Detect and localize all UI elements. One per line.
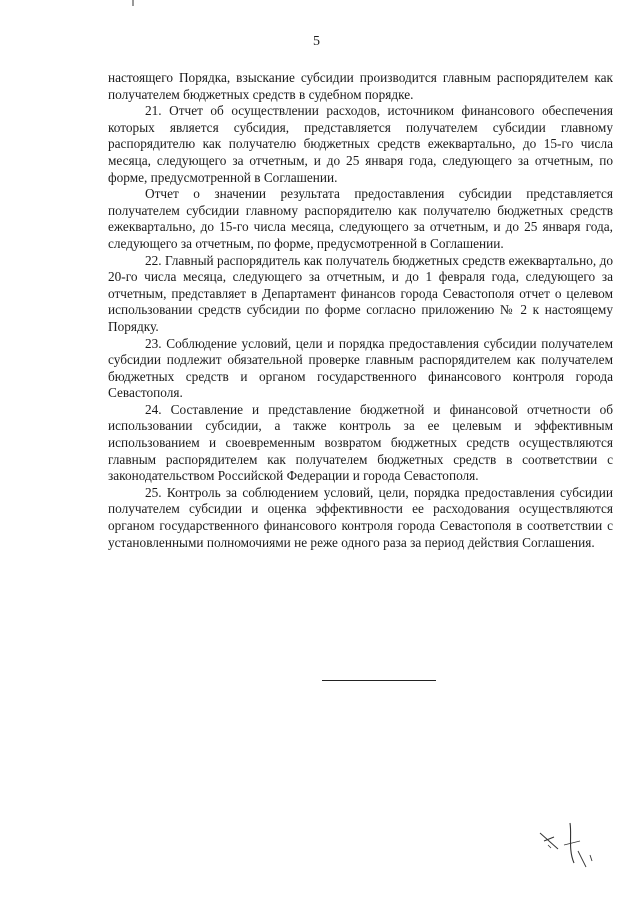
handwritten-initials bbox=[528, 815, 608, 875]
scan-corner-mark bbox=[132, 0, 134, 6]
document-body bbox=[108, 70, 613, 551]
page-number: 5 bbox=[313, 34, 320, 49]
paragraph-23: 23. Соблюдение условий, цели и порядка предоставления субсидии получателем субсидии подлежит обязательной проверке главным распорядителем как получателем бюджетных средств и органом государственного финансового контроля города Севастополя. bbox=[108, 335, 613, 401]
paragraph-25: 25. Контроль за соблюдением условий, цели, порядка предоставления субсидии получателем субсидии и оценка эффективности ее расходования осуществляются органом государственного финансового контроля города Севастополя в соответствии с установленными полномочиями не реже одного раза за период действия Соглашения. bbox=[108, 484, 613, 550]
paragraph-21: 21. Отчет об осуществлении расходов, источником финансового обеспечения которых является субсидия, представляется получателем субсидии главному распорядителю как получателю бюджетных средств ежеквартально, до 15-го числа месяца, следующего за отчетным, и до 25 января года, следующего за отчетным, по форме, предусмотренной в Соглашении. bbox=[108, 103, 613, 185]
paragraph-21-result-report: Отчет о значении результата предоставления субсидии представляется получателем субсидии главному распорядителю как получателю бюджетных средств ежеквартально, до 15-го числа месяца, следующего за отчетным, и до 25 января года, следующего за отчетным, по форме, предусмотренной в Соглашении. bbox=[108, 186, 613, 251]
paragraph-continuation: настоящего Порядка, взыскание субсидии производится главным распорядителем как получателем бюджетных средств в судебном порядке. bbox=[108, 70, 613, 102]
paragraph-22: 22. Главный распорядитель как получатель бюджетных средств ежеквартально, до 20-го числа месяца, следующего за отчетным, и до 1 февраля года, следующего за отчетным, представляет в Департамент финансов города Севастополя отчет о целевом использовании средств субсидии по форме согласно приложению № 2 к настоящему Порядку. bbox=[108, 252, 613, 334]
paragraph-24: 24. Составление и представление бюджетной и финансовой отчетности об использовании субсидии, а также контроль за ее целевым и эффективным использованием и своевременным возвратом бюджетных средств осуществляются главным распорядителем как получателем бюджетных средств в соответствии с законодательством Российской Федерации и города Севастополя. bbox=[108, 401, 613, 484]
end-divider-line bbox=[322, 680, 436, 681]
